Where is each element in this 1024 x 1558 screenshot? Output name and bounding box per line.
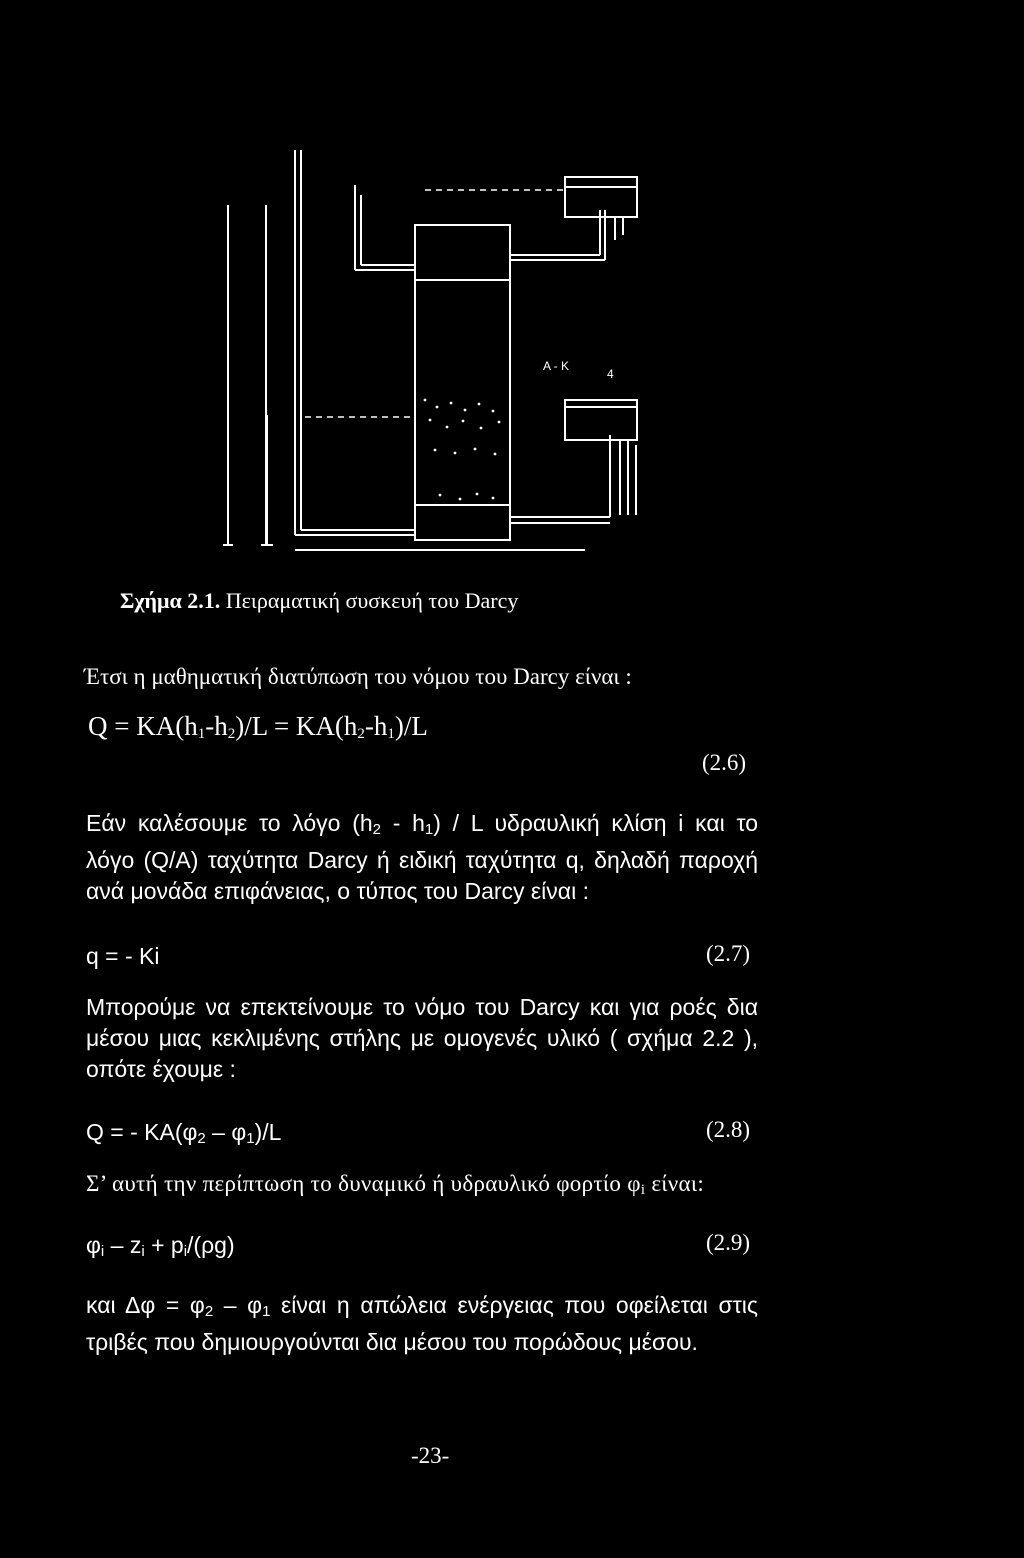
equation-2-9-number: (2.9) — [706, 1230, 751, 1255]
equation-2-6-number: (2.6) — [702, 750, 747, 775]
paragraph-potential: Σ’ αυτή την περίπτωση το δυναμικό ή υδραυλικό φορτίο $\varphi_i$ είναι: — [86, 1171, 705, 1198]
equation-2-8-number: (2.8) — [706, 1117, 751, 1142]
sand-column — [415, 225, 510, 540]
equation-2-6: $Q = KA(h_1-h_2)/L = KA(h_2-h_1)/L$ — [88, 711, 428, 742]
paragraph-inclined-column: Μπορούμε να επεκτείνουμε το νόμο του Darcy και για ροές δια μέσου μιας κεκλιμένης στήλης με ομογενές υλικό ( σχήμα 2.2 ), οπότε έχουμε : — [86, 994, 758, 1082]
darcy-apparatus-figure — [215, 145, 665, 560]
equation-2-7: q = - Ki — [86, 943, 160, 969]
page-number: -23- — [411, 1443, 450, 1468]
figure-label-a: A - K — [543, 359, 570, 373]
equation-2-7-number: (2.7) — [706, 941, 751, 966]
figure-caption — [120, 588, 518, 614]
equation-2-8: Q = - $KA(\varphi_2 - \varphi_1)/L$ — [86, 1119, 282, 1147]
caption-number: Σχήμα 2.1. — [120, 588, 221, 613]
caption-text: Πειραματική συσκευή του Darcy — [225, 588, 519, 613]
paragraph-hydraulic-gradient: Εάν καλέσουμε το λόγο $(h_2 - h_1)$ / L υδραυλική κλίση i και το λόγο (Q/A) ταχύτητα Darcy ή ειδική ταχύτητα q, δηλαδή παροχή ανά μονάδα επιφάνειας, ο τύπος του Darcy είναι : — [86, 810, 759, 904]
intro-line: Έτσι η μαθηματική διατύπωση του νόμου του Darcy είναι : — [84, 664, 632, 689]
paragraph-energy-loss: και $\Delta\varphi = \varphi_2 - \varphi_1$ είναι η απώλεια ενέργειας που οφείλεται στις τριβές που δημιουργούνται δια μέσου του πορώδους μέσου. — [86, 1292, 758, 1355]
equation-2-9: $\varphi_i - z_i + p_i/(\rho g)$ — [86, 1232, 235, 1260]
figure-label-4: 4 — [607, 367, 614, 381]
